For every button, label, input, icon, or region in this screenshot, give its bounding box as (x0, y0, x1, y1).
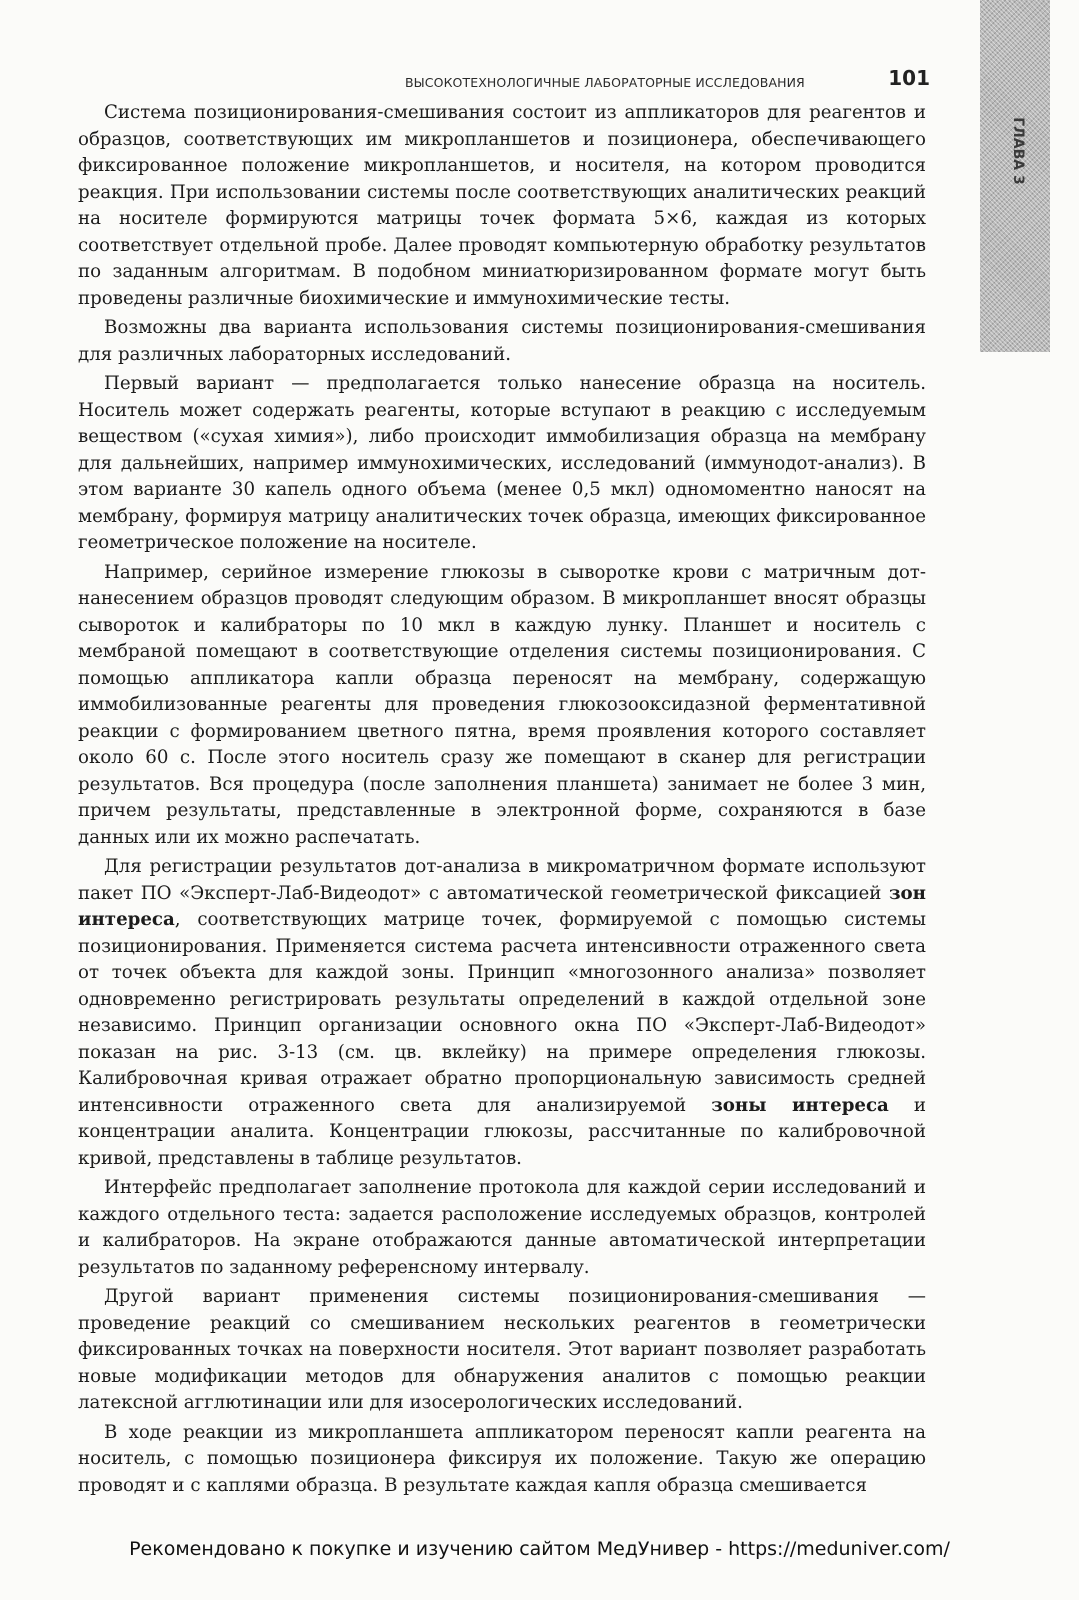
text-run: Интерфейс предполагает заполнение протокола для каждой серии исследований и каждого отдельного теста: задается расположение исследуемых образцов, контролей и калибраторов. На экране отображаются данные автоматической интерпретации результатов по заданному референсному интервалу. (78, 1177, 926, 1278)
text-run: Первый вариант — предполагается только нанесение образца на носитель. Носитель может содержать реагенты, которые вступают в реакцию с исследуемым веществом («сухая химия»), либо происходит иммобилизация образца на мембрану для дальнейших, например иммунохимических, исследований (иммунодот-анализ). В этом варианте 30 капель одного объема (менее 0,5 мкл) одномоментно наносят на мембрану, формируя матрицу аналитических точек образца, имеющих фиксированное геометрическое положение на носителе. (78, 373, 926, 553)
running-head: ВЫСОКОТЕХНОЛОГИЧНЫЕ ЛАБОРАТОРНЫЕ ИССЛЕДОВАНИЯ (405, 75, 805, 90)
text-run: Например, серийное измерение глюкозы в сыворотке крови с матричным дот-нанесением образцов проводят следующим образом. В микропланшет вносят образцы сывороток и калибраторы по 10 мкл в каждую лунку. Планшет и носитель с мембраной помещают в соответствующие отделения системы позиционирования. С помощью аппликатора капли образца переносят на мембрану, содержащую иммобилизованные реагенты для проведения глюкозооксидазной ферментативной реакции с формированием цветного пятна, время проявления которого составляет около 60 с. После этого носитель сразу же помещают в сканер для регистрации результатов. Вся процедура (после заполнения планшета) занимает не более 3 мин, причем результаты, представленные в электронной форме, сохраняются в базе данных или их можно распечатать. (78, 561, 926, 848)
text-run: , соответствующих матрице точек, формируемой с помощью системы позиционирования. Применяется система расчета интенсивности отраженного света от точек объекта для каждой зоны. Принцип «многозонного анализа» позволяет одновременно регистрировать результаты определений в каждой отдельной зоне независимо. Принцип организации основного окна ПО «Эксперт-Лаб-Видеодот» показан на рис. 3-13 (см. цв. вклейку) на примере определения глюкозы. Калибровочная кривая отражает обратно пропорциональную зависимость средней интенсивности отраженного света для анализируемой (78, 909, 926, 1116)
paragraph (78, 854, 926, 1172)
paragraph (78, 371, 926, 557)
footer-recommendation: Рекомендовано к покупке и изучению сайтом МедУнивер - https://meduniver.com/ (129, 1538, 950, 1560)
text-run: В ходе реакции из микропланшета аппликатором переносят капли реагента на носитель, с помощью позиционера фиксируя их положение. Такую же операцию проводят и с каплями образца. В результате каждая капля образца смешивается (78, 1421, 926, 1496)
text-run: и концентрации аналита. Концентрации глюкозы, рассчитанные по калибровочной кривой, представлены в таблице результатов. (78, 1094, 926, 1169)
paragraph (78, 1175, 926, 1281)
paragraph (78, 1420, 926, 1500)
body-text (78, 100, 926, 1502)
paragraph (78, 100, 926, 312)
text-run: Система позиционирования-смешивания состоит из аппликаторов для реагентов и образцов, соответствующих им микропланшетов и позиционера, обеспечивающего фиксированное положение микропланшетов, и носителя, на котором проводится реакция. При использовании системы после соответствующих аналитических реакций на носителе формируются матрицы точек формата 5×6, каждая из которых соответствует отдельной пробе. Далее проводят компьютерную обработку результатов по заданным алгоритмам. В подобном миниатюризированном формате могут быть проведены различные биохимические и иммунохимические тесты. (78, 102, 926, 309)
bold-term: зоны интереса (711, 1094, 889, 1116)
bold-term: зон интереса (78, 882, 926, 930)
paragraph (78, 560, 926, 852)
chapter-tab-label: ГЛАВА 3 (1010, 117, 1027, 185)
text-run: Возможны два варианта использования системы позиционирования-смешивания для различных лабораторных исследований. (78, 317, 926, 365)
text-run: Другой вариант применения системы позиционирования-смешивания — проведение реакций со смешиванием нескольких реагентов в геометрически фиксированных точках на поверхности носителя. Этот вариант позволяет разработать новые модификации методов для обнаружения аналитов с помощью реакции латексной агглютинации или для изосерологических исследований. (78, 1286, 926, 1413)
text-run: Для регистрации результатов дот-анализа в микроматричном формате используют пакет ПО «Эксперт-Лаб-Видеодот» с автоматической геометрической фиксацией (78, 856, 926, 904)
page-number: 101 (888, 66, 930, 90)
paragraph (78, 1284, 926, 1417)
chapter-side-tab (980, 0, 1050, 352)
page-header (405, 64, 930, 90)
paragraph (78, 315, 926, 368)
